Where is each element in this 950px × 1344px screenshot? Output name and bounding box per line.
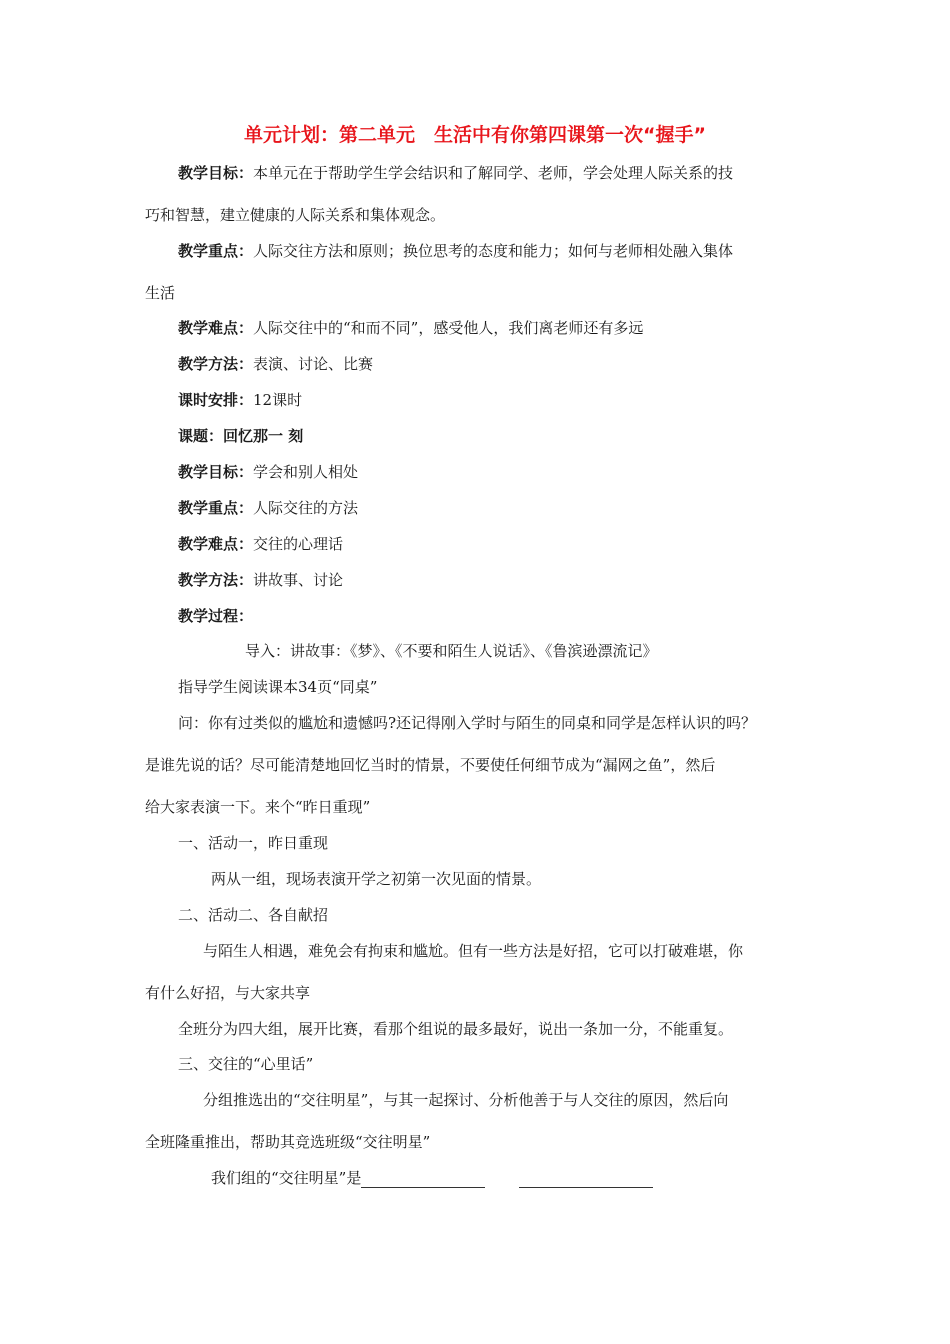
unit-focus-text: 人际交往方法和原则；换位思考的态度和能力；如何与老师相处融入集体 (253, 242, 734, 260)
lesson-focus-label: 教学重点： (178, 499, 254, 517)
activity2-line-2: 有什么好招，与大家共享 (145, 984, 311, 1002)
unit-schedule-line (178, 390, 302, 410)
lesson-difficulty-label: 教学难点： (178, 535, 254, 553)
star-prompt-text: 我们组的“交往明星”是 (211, 1169, 362, 1187)
star-prompt-line (211, 1168, 653, 1188)
document-title: 单元计划：第二单元 生活中有你第四课第一次“握手” (244, 124, 706, 146)
lesson-goal-text: 学会和别人相处 (253, 463, 359, 481)
lesson-focus-line (178, 498, 358, 518)
question-line-1: 问：你有过类似的尴尬和遗憾吗?还记得刚入学时与陌生的同桌和同学是怎样认识的吗？ (178, 714, 757, 732)
unit-goal-label: 教学目标： (178, 164, 254, 182)
unit-focus-label: 教学重点： (178, 242, 254, 260)
activity2-line-1: 与陌生人相遇，难免会有拘束和尴尬。但有一些方法是好招，它可以打破难堪，你 (203, 942, 744, 960)
section3-line-1: 分组推选出的“交往明星”，与其一起探讨、分析他善于与人交往的原因，然后向 (203, 1091, 729, 1109)
unit-method-line (178, 354, 373, 374)
activity2-line-3: 全班分为四大组，展开比赛，看那个组说的最多最好，说出一条加一分，不能重复。 (178, 1020, 734, 1038)
unit-goal-text: 本单元在于帮助学生学会结识和了解同学、老师，学会处理人际关系的技 (253, 164, 734, 182)
lesson-topic: 课题：回忆那一 刻 (178, 427, 304, 445)
question-line-3: 给大家表演一下。来个“昨日重现” (145, 798, 371, 816)
unit-schedule-text: 12课时 (253, 391, 303, 409)
activity1-title: 一、活动一，昨日重现 (178, 834, 329, 852)
reading-paragraph: 指导学生阅读课本34页“同桌” (178, 678, 378, 696)
star-name-blank[interactable] (361, 1171, 485, 1188)
unit-goal-line (178, 163, 733, 183)
lesson-method-label: 教学方法： (178, 571, 254, 589)
unit-goal-continued: 巧和智慧，建立健康的人际关系和集体观念。 (145, 206, 446, 224)
intro-paragraph: 导入：讲故事：《梦》、《不要和陌生人说话》、《鲁滨逊漂流记》 (245, 642, 658, 660)
unit-difficulty-line (178, 318, 643, 338)
lesson-process-label: 教学过程： (178, 607, 254, 625)
lesson-goal-label: 教学目标： (178, 463, 254, 481)
lesson-difficulty-line (178, 534, 343, 554)
unit-difficulty-text: 人际交往中的“和而不同”，感受他人，我们离老师还有多远 (253, 319, 644, 337)
unit-difficulty-label: 教学难点： (178, 319, 254, 337)
unit-focus-continued: 生活 (145, 284, 176, 302)
activity2-title: 二、活动二、各自献招 (178, 906, 329, 924)
unit-schedule-label: 课时安排： (178, 391, 254, 409)
lesson-goal-line (178, 462, 358, 482)
lesson-difficulty-text: 交往的心理话 (253, 535, 344, 553)
star-reason-blank[interactable] (519, 1171, 653, 1188)
unit-focus-line (178, 241, 733, 261)
activity1-text: 两从一组，现场表演开学之初第一次见面的情景。 (211, 870, 542, 888)
lesson-method-text: 讲故事、讨论 (253, 571, 344, 589)
lesson-method-line (178, 570, 343, 590)
question-line-2: 是谁先说的话？尽可能清楚地回忆当时的情景，不要使任何细节成为“漏网之鱼”，然后 (145, 756, 716, 774)
lesson-focus-text: 人际交往的方法 (253, 499, 359, 517)
unit-method-label: 教学方法： (178, 355, 254, 373)
section3-line-2: 全班隆重推出，帮助其竞选班级“交往明星” (145, 1133, 431, 1151)
section3-title: 三、交往的“心里话” (178, 1055, 314, 1073)
unit-method-text: 表演、讨论、比赛 (253, 355, 374, 373)
